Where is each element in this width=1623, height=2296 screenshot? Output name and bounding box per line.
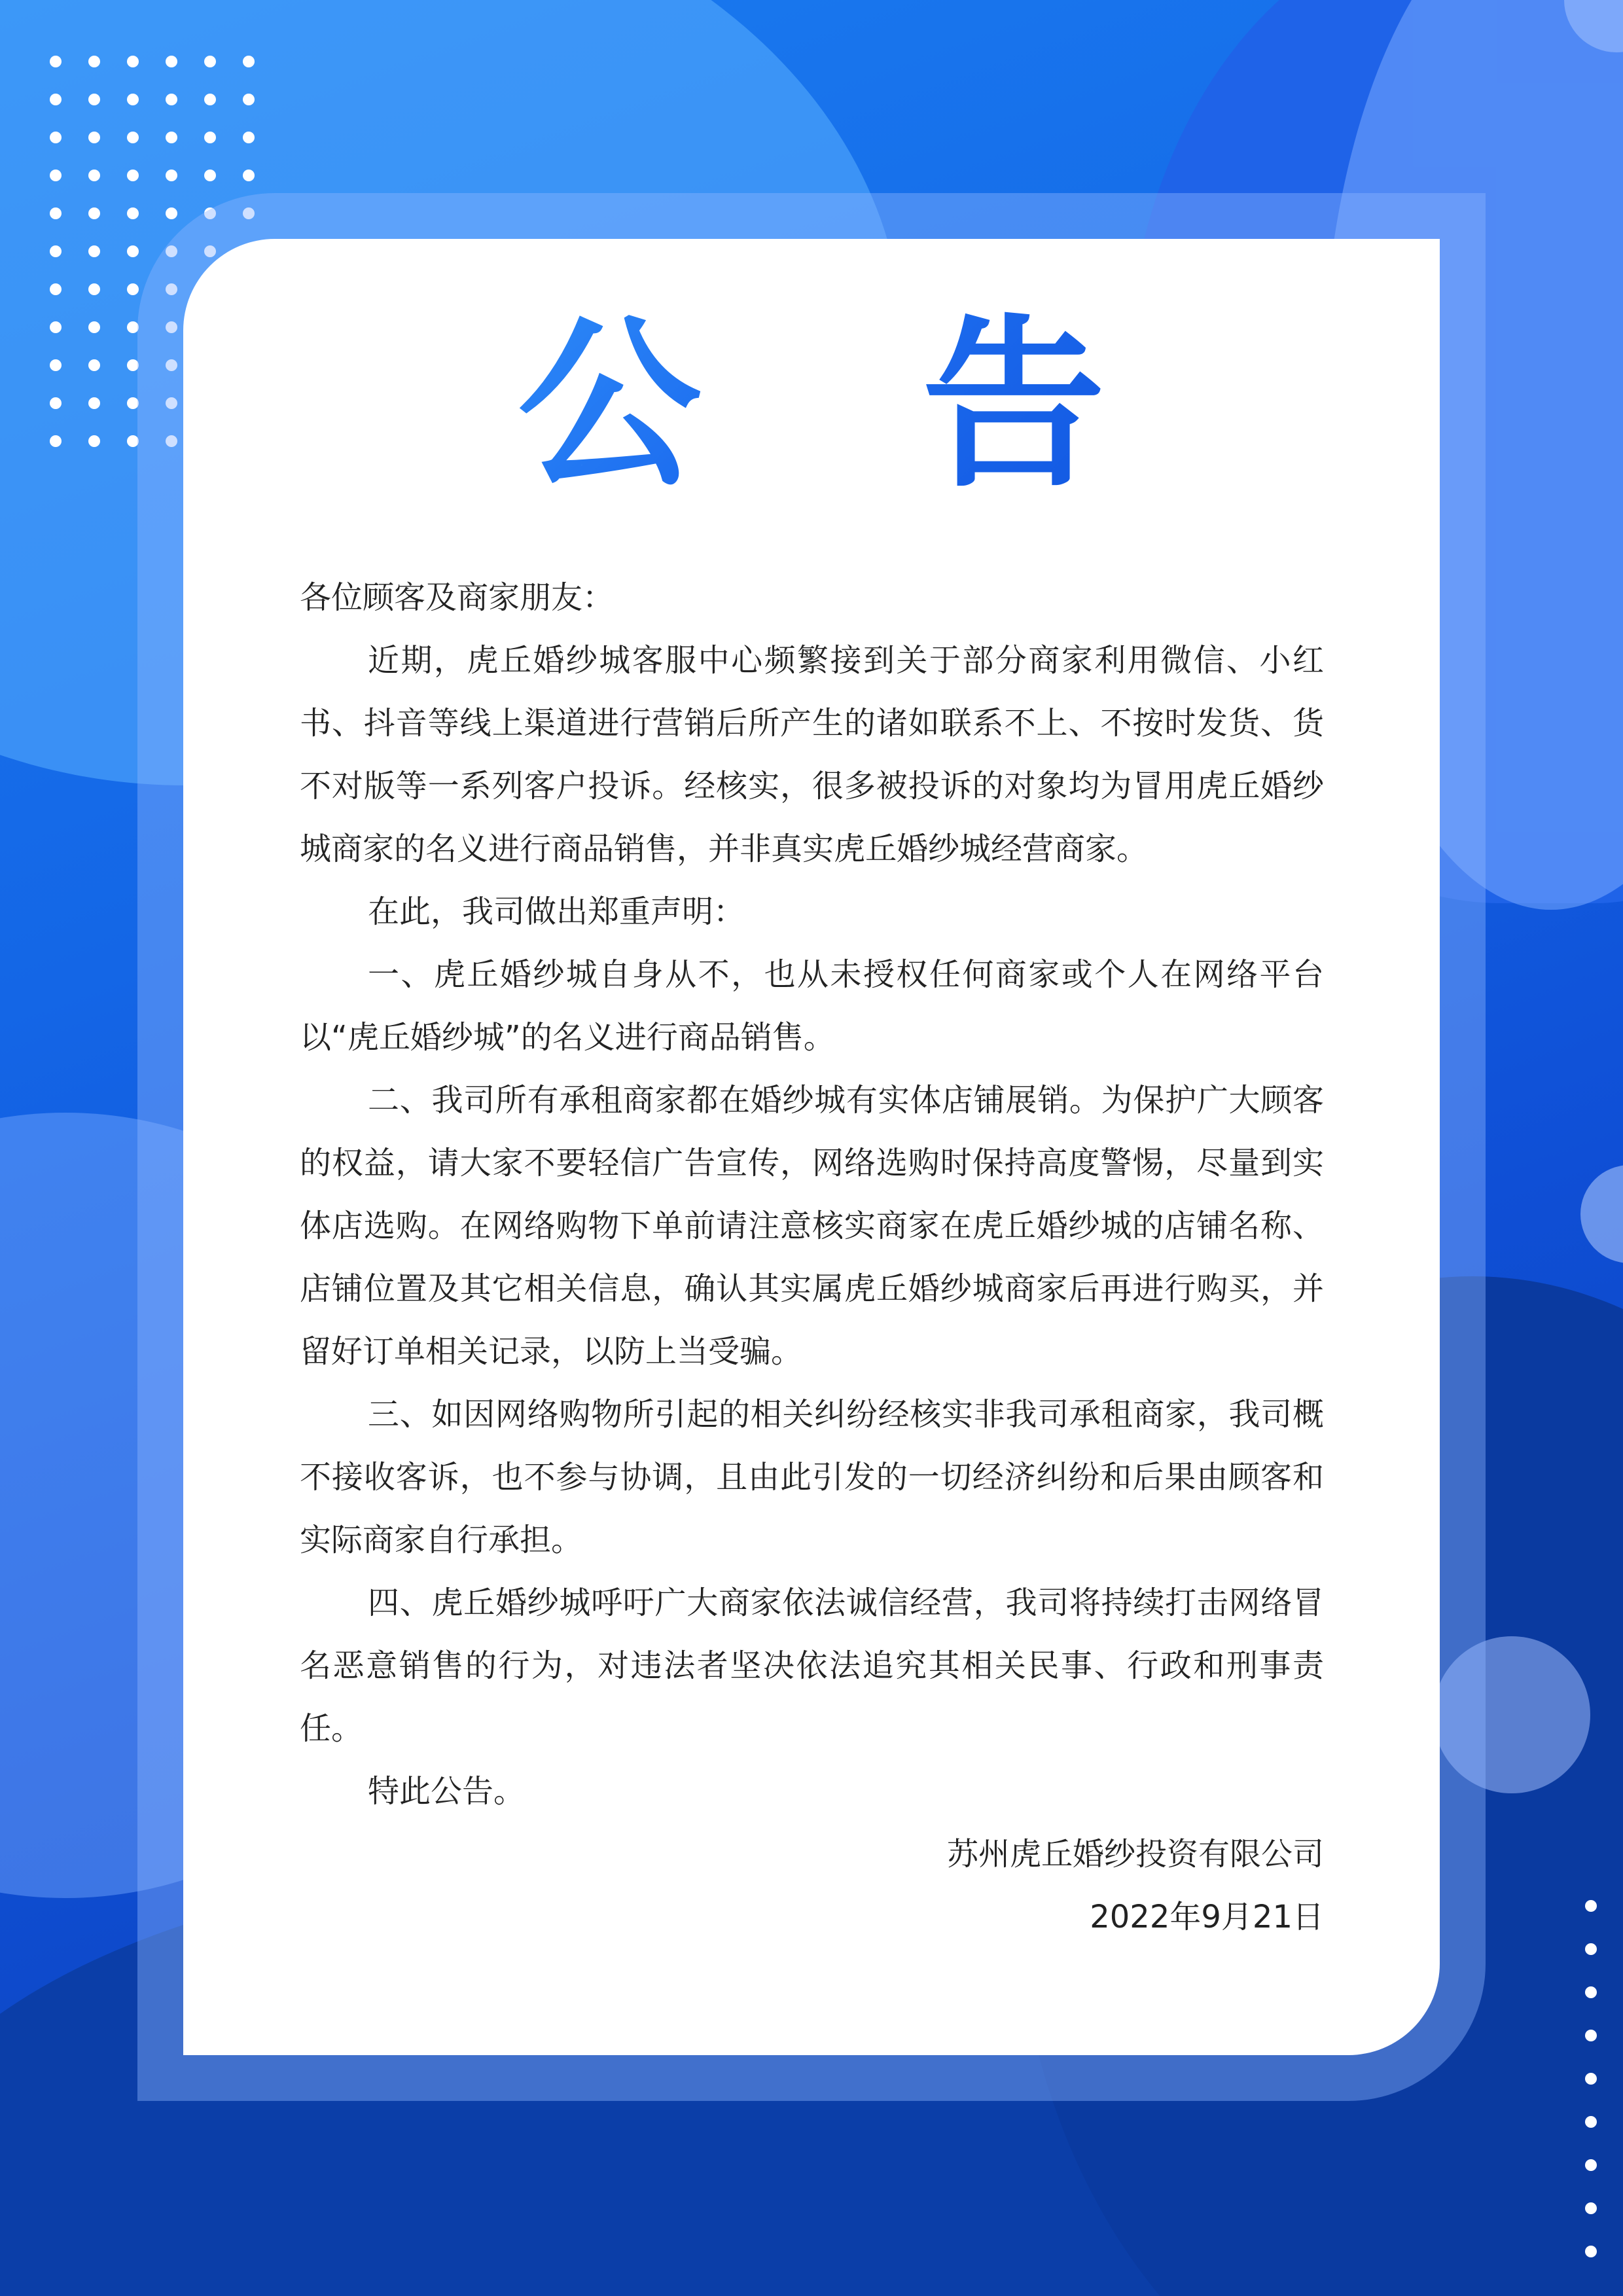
decorative-dot <box>1585 1943 1597 1955</box>
notice-title: 公 告 <box>183 308 1440 504</box>
decorative-dot <box>50 397 62 409</box>
decorative-dot <box>88 435 100 447</box>
decorative-dot <box>204 94 216 105</box>
decorative-dot <box>1585 2116 1597 2128</box>
decorative-dot <box>88 397 100 409</box>
paragraph-item-2: 二、我司所有承租商家都在婚纱城有实体店铺展销。为保护广大顾客的权益，请大家不要轻信广告宣传，网络选购时保持高度警惕，尽量到实体店选购。在网络购物下单前请注意核实商家在虎丘婚纱城的店铺名称、店铺位置及其它相关信息，确认其实属虎丘婚纱城商家后再进行购买，并留好订单相关记录，以防上当受骗。 <box>300 1082 1324 1370</box>
decorative-dot <box>50 435 62 447</box>
decorative-dot <box>88 359 100 371</box>
decorative-dot <box>88 170 100 181</box>
decorative-dot <box>50 132 62 143</box>
decorative-dot-column-right <box>1585 1900 1597 2257</box>
decorative-dot <box>204 56 216 67</box>
paragraph-item-1: 一、虎丘婚纱城自身从不，也从未授权任何商家或个人在网络平台以“虎丘婚纱城”的名义进行商品销售。 <box>300 956 1324 1056</box>
decorative-dot <box>127 170 139 181</box>
decorative-dot <box>88 321 100 333</box>
decorative-dot <box>1585 2030 1597 2041</box>
decorative-dot <box>204 132 216 143</box>
decorative-dot <box>1585 1900 1597 1912</box>
decorative-dot <box>88 283 100 295</box>
decorative-dot <box>127 245 139 257</box>
decorative-dot <box>127 207 139 219</box>
notice-body <box>300 566 1324 1948</box>
background-circle-right-small <box>1580 1165 1623 1263</box>
decorative-dot <box>127 94 139 105</box>
decorative-dot <box>50 321 62 333</box>
decorative-dot <box>50 56 62 67</box>
decorative-dot <box>243 170 255 181</box>
decorative-dot <box>127 132 139 143</box>
decorative-dot <box>50 170 62 181</box>
decorative-dot <box>166 56 177 67</box>
decorative-dot <box>88 245 100 257</box>
decorative-dot <box>166 207 177 219</box>
decorative-dot <box>1585 2159 1597 2171</box>
decorative-dot <box>50 245 62 257</box>
paragraph-declaration: 在此，我司做出郑重声明： <box>368 893 745 930</box>
decorative-dot <box>166 170 177 181</box>
paragraph-closing: 特此公告。 <box>368 1773 526 1810</box>
decorative-dot <box>243 94 255 105</box>
decorative-dot <box>88 132 100 143</box>
decorative-dot <box>88 207 100 219</box>
decorative-dot <box>166 94 177 105</box>
decorative-dot <box>1585 1986 1597 1998</box>
paragraph-intro: 近期，虎丘婚纱城客服中心频繁接到关于部分商家利用微信、小红书、抖音等线上渠道进行营销后所产生的诸如联系不上、不按时发货、货不对版等一系列客户投诉。经核实，很多被投诉的对象均为冒用虎丘婚纱城商家的名义进行商品销售，并非真实虎丘婚纱城经营商家。 <box>300 642 1324 867</box>
paragraph-item-4: 四、虎丘婚纱城呼吁广大商家依法诚信经营，我司将持续打击网络冒名恶意销售的行为，对违法者坚决依法追究其相关民事、行政和刑事责任。 <box>300 1585 1324 1747</box>
decorative-dot <box>50 94 62 105</box>
decorative-dot <box>1585 2202 1597 2214</box>
decorative-dot <box>243 132 255 143</box>
decorative-dot <box>1585 2073 1597 2085</box>
decorative-dot <box>243 56 255 67</box>
decorative-dot <box>127 56 139 67</box>
signature-date: 2022年9月21日 <box>1090 1899 1324 1935</box>
decorative-dot <box>204 170 216 181</box>
decorative-dot <box>88 56 100 67</box>
paragraph-item-3: 三、如因网络购物所引起的相关纠纷经核实非我司承租商家，我司概不接收客诉，也不参与协调，且由此引发的一切经济纠纷和后果由顾客和实际商家自行承担。 <box>300 1396 1324 1558</box>
decorative-dot <box>50 283 62 295</box>
decorative-dot <box>1585 2246 1597 2257</box>
decorative-dot <box>50 359 62 371</box>
decorative-dot <box>88 94 100 105</box>
signature-company: 苏州虎丘婚纱投资有限公司 <box>946 1836 1324 1873</box>
salutation: 各位顾客及商家朋友： <box>300 579 615 616</box>
decorative-dot <box>50 207 62 219</box>
decorative-dot <box>127 283 139 295</box>
decorative-dot <box>166 132 177 143</box>
